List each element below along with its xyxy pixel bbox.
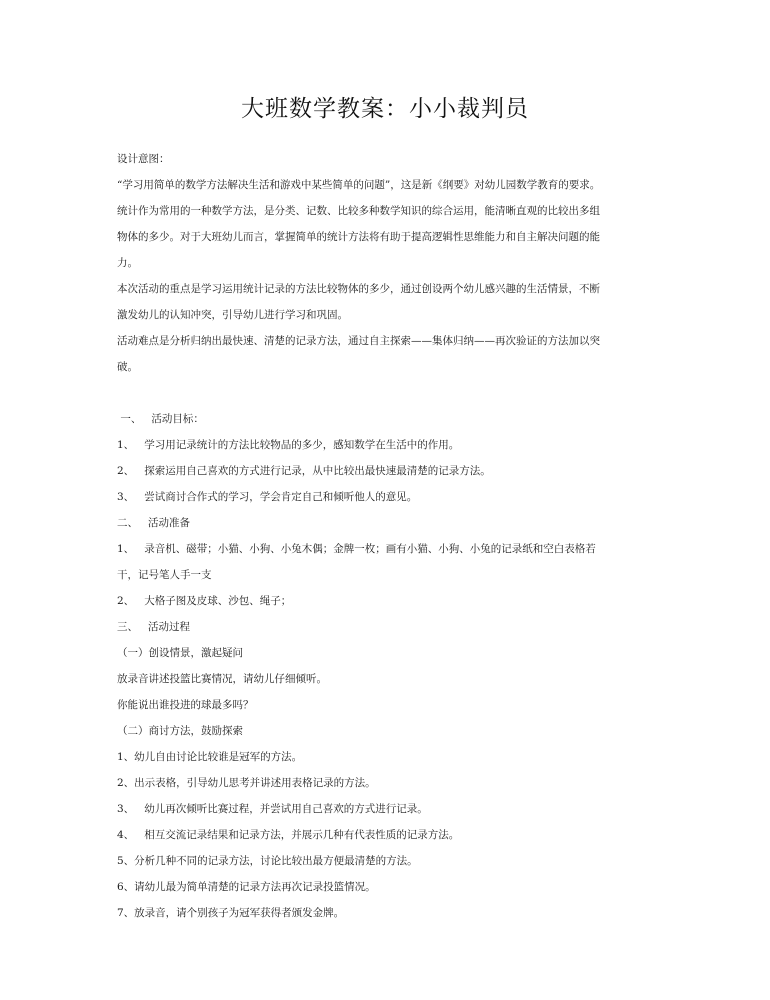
- process-step: 3、 幼儿再次倾听比赛过程，并尝试用自己喜欢的方式进行记录。: [117, 803, 428, 815]
- process-line: 你能说出谁投进的球最多吗？: [117, 699, 254, 711]
- objective-item: 3、 尝试商讨合作式的学习，学会肯定自己和倾听他人的意见。: [117, 491, 418, 503]
- process-part2-heading: （二）商讨方法，鼓励探索: [117, 725, 243, 737]
- process-step: 4、 相互交流记录结果和记录方法，并展示几种有代表性质的记录方法。: [117, 829, 460, 841]
- process-part1-heading: （一）创设情景，激起疑问: [117, 647, 243, 659]
- section3-heading: 三、 活动过程: [117, 621, 191, 633]
- process-step: 2、出示表格，引导幼儿思考并讲述用表格记录的方法。: [117, 777, 376, 789]
- preparation-item: 2、 大格子图及皮球、沙包、绳子；: [117, 595, 292, 607]
- preparation-item: 干，记号笔人手一支: [117, 569, 212, 581]
- objective-item: 2、 探索运用自己喜欢的方式进行记录，从中比较出最快速最清楚的记录方法。: [117, 465, 491, 477]
- process-step: 1、幼儿自由讨论比较谁是冠军的方法。: [117, 751, 303, 763]
- section2-heading: 二、 活动准备: [117, 517, 191, 529]
- intro-line: 统计作为常用的一种数学方法，是分类、记数、比较多种数学知识的综合运用，能清晰直观的比较出多组: [117, 205, 600, 217]
- process-step: 6、请幼儿最为简单清楚的记录方法再次记录投篮情况。: [117, 881, 376, 893]
- intro-line: “学习用简单的数学方法解决生活和游戏中某些简单的问题”，这是新《纲要》对幼儿园数学教育的要求。: [117, 179, 601, 191]
- document-body: [117, 146, 662, 926]
- page-title: 大班数学教案：小小裁判员: [241, 96, 529, 122]
- intro-line: 本次活动的重点是学习运用统计记录的方法比较物体的多少，通过创设两个幼儿感兴趣的生活情景，不断: [117, 283, 600, 295]
- process-step: 5、分析几种不同的记录方法，讨论比较出最方便最清楚的方法。: [117, 855, 418, 867]
- process-line: 放录音讲述投篮比赛情况，请幼儿仔细倾听。: [117, 673, 327, 685]
- section-spacer: [117, 380, 662, 406]
- intro-line: 破。: [117, 361, 138, 373]
- intro-line: 物体的多少。对于大班幼儿而言，掌握简单的统计方法将有助于提高逻辑性思维能力和自主解决问题的能: [117, 231, 600, 243]
- intro-heading: 设计意图：: [117, 153, 170, 165]
- objective-item: 1、 学习用记录统计的方法比较物品的多少，感知数学在生活中的作用。: [117, 439, 460, 451]
- intro-line: 活动难点是分析归纳出最快速、清楚的记录方法，通过自主探索——集体归纳——再次验证的方法加以突: [117, 335, 600, 347]
- process-step: 7、放录音，请个别孩子为冠军获得者颁发金牌。: [117, 907, 345, 919]
- intro-line: 激发幼儿的认知冲突，引导幼儿进行学习和巩固。: [117, 309, 348, 321]
- preparation-item: 1、 录音机、磁带；小猫、小狗、小兔木偶；金牌一枚；画有小猫、小狗、小兔的记录纸和空白表格若: [117, 543, 596, 555]
- intro-line: 力。: [117, 257, 138, 269]
- section1-heading: 一、 活动目标：: [117, 413, 204, 425]
